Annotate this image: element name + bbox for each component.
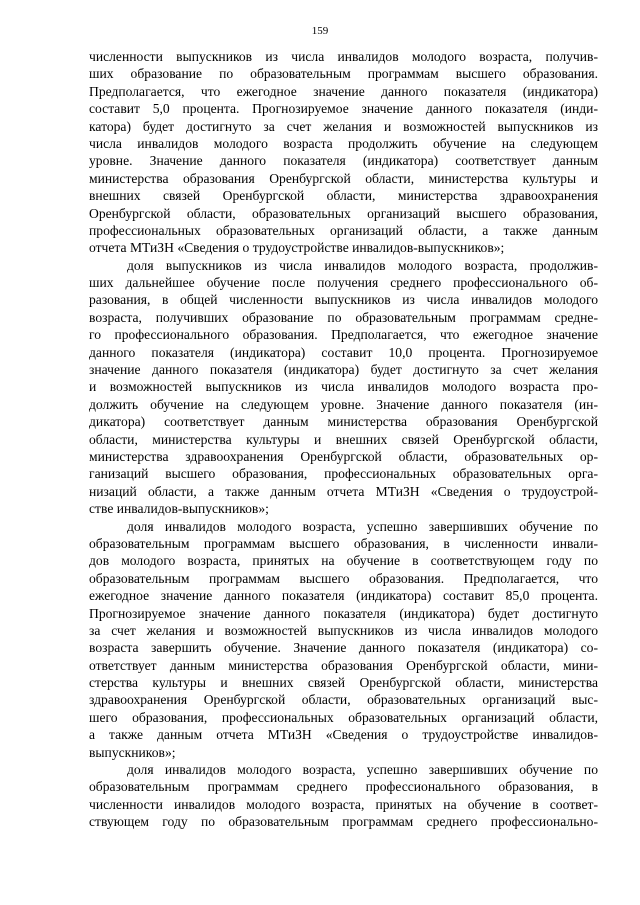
text-line: министерства образования Оренбургской области, министерства культуры и [89,170,598,186]
text-line: образовательным программам высшего образования. Предполагается, что [89,570,598,586]
paragraph [89,48,598,257]
text-line: численности выпускников из числа инвалидов молодого возраста, получив- [89,49,598,64]
text-line: возраста, получивших образование по образовательным программам средне- [89,309,598,325]
text-line: Оренбургской области, образовательных организаций высшего образования, [89,205,598,221]
text-line: ответствует данным министерства образования Оренбургской области, мини- [89,657,598,673]
text-line: области, министерства культуры и внешних связей Оренбургской области, [89,431,598,447]
text-line: отчета МТиЗН «Сведения о трудоустройстве инвалидов-выпускников»; [89,240,505,256]
text-line: ежегодное значение данного показателя (индикатора) составит 85,0 процента. [89,588,598,604]
paragraph [89,761,598,831]
text-line: численности инвалидов молодого возраста, принятых на обучение в соответ- [89,796,598,812]
text-line: разования, в общей численности выпускников из числа инвалидов молодого [89,292,598,308]
text-line: низаций области, а также данным отчета МТиЗН «Сведения о трудоустрой- [89,483,598,499]
text-line: значение данного показателя (индикатора) будет достигнуто за счет желания [89,362,598,378]
text-line: профессиональных образовательных организаций области, а также данным [89,222,598,238]
paragraph [89,518,598,761]
text-line: здравоохранения Оренбургской области, образовательных организаций выс- [89,692,598,708]
text-line: выпускников»; [89,744,176,760]
text-line: дов молодого возраста, принятых на обучение в соответствующем году по [89,553,598,569]
text-line: данного показателя (индикатора) составит 10,0 процента. Прогнозируемое [89,344,598,360]
text-line: го профессионального образования. Предполагается, что ежегодное значение [89,327,598,343]
text-line: возраста завершить обучение. Значение данного показателя (индикатора) со- [89,640,598,656]
text-line: за счет желания и возможностей выпускников из числа инвалидов молодого [89,622,598,638]
page-number: 159 [311,25,329,37]
text-line: стве инвалидов-выпускников»; [89,501,269,517]
text-line: составит 5,0 процента. Прогнозируемое значение данного показателя (инди- [89,101,598,117]
text-line: шего образования, профессиональных образовательных организаций области, [89,709,598,725]
text-line: доля инвалидов молодого возраста, успешно завершивших обучение по [127,762,598,778]
text-line: ших дальнейшее обучение после получения среднего профессионального об- [89,275,598,291]
text-line: и возможностей выпускников из числа инвалидов молодого возраста про- [89,379,598,395]
body-text [89,48,598,831]
text-line: числа инвалидов молодого возраста продолжить обучение на следующем [89,135,598,151]
text-line: Прогнозируемое значение данного показателя (индикатора) будет достигнуто [89,605,598,621]
text-line: катора) будет достигнуто за счет желания и возможностей выпускников из [89,118,598,134]
text-line: ших образование по образовательным программам высшего образования. [89,66,598,82]
text-line: внешних связей Оренбургской области, министерства здравоохранения [89,188,598,204]
text-line: дикатора) соответствует данным министерства образования Оренбургской [89,414,598,430]
text-line: Предполагается, что ежегодное значение данного показателя (индикатора) [89,83,598,99]
text-line: уровне. Значение данного показателя (индикатора) соответствует данным [89,153,598,169]
text-line: стерства культуры и внешних связей Оренбургской области, министерства [89,675,598,691]
text-line: должить обучение на следующем уровне. Значение данного показателя (ин- [89,396,598,412]
text-line: доля инвалидов молодого возраста, успешно завершивших обучение по [127,518,598,534]
text-line: доля выпускников из числа инвалидов молодого возраста, продолжив- [127,257,598,273]
text-line: образовательным программам среднего профессионального образования, в [89,779,598,795]
text-line: министерства здравоохранения Оренбургской области, образовательных ор- [89,448,598,464]
text-line: а также данным отчета МТиЗН «Сведения о трудоустройстве инвалидов- [89,727,598,743]
paragraph [89,257,598,518]
text-line: ганизаций высшего образования, профессиональных образовательных орга- [89,466,598,482]
text-line: ствующем году по образовательным программам среднего профессионально- [89,814,598,830]
text-line: образовательным программам высшего образования, в численности инвали- [89,535,598,551]
